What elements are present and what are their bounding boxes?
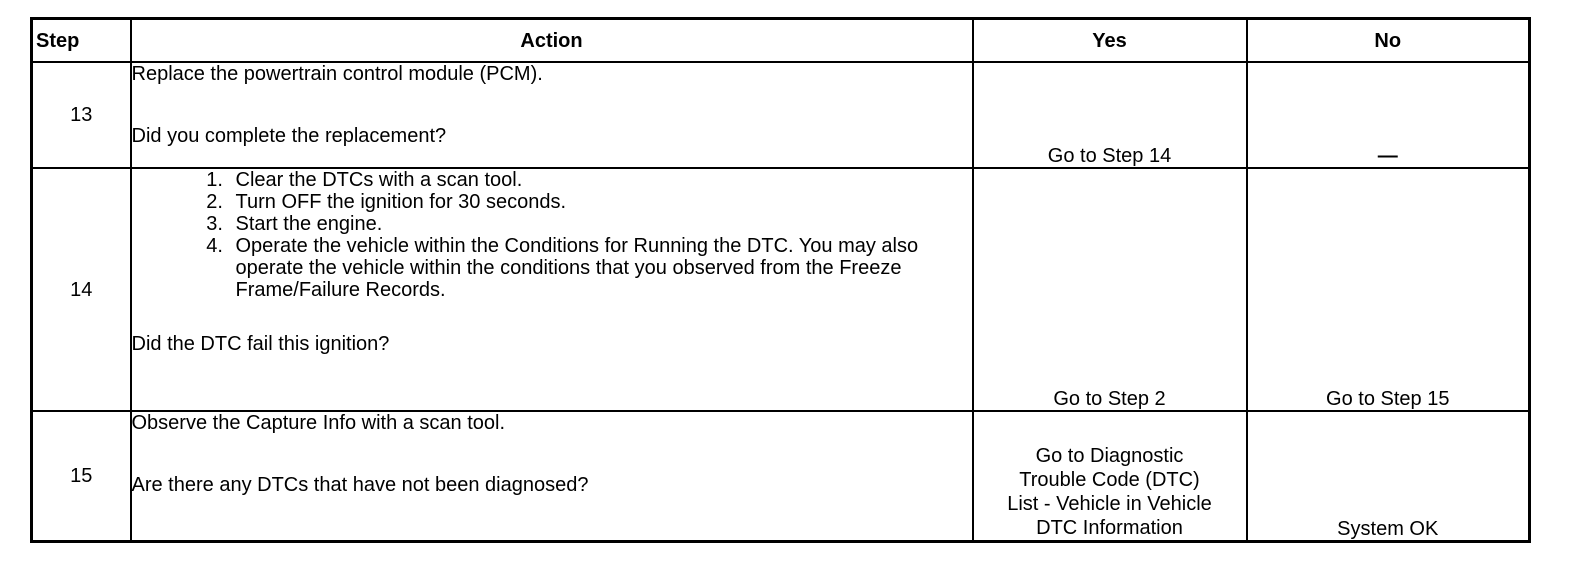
action-cell (131, 62, 973, 168)
yes-result: Go to Step 2 (973, 168, 1247, 411)
action-cell (131, 168, 973, 411)
yes-result-line: Go to Diagnostic (1035, 444, 1184, 467)
table-row (32, 168, 1530, 411)
question-text: Did you complete the replacement? (131, 125, 447, 147)
diagnostic-table (30, 17, 1531, 543)
procedure-step: 4. Operate the vehicle within the Conditions for Running the DTC. You may also operate the vehicle within the conditions that you observed from the Freeze Frame/Failure Records. (229, 235, 972, 301)
header-row (32, 19, 1530, 63)
procedure-list (132, 169, 972, 301)
step-number: 13 (32, 62, 131, 168)
action-cell (131, 411, 973, 541)
yes-result-line: DTC Information (1036, 516, 1183, 539)
procedure-step: 2. Turn OFF the ignition for 30 seconds. (229, 191, 972, 213)
procedure-step: 1. Clear the DTCs with a scan tool. (229, 169, 972, 191)
question-text: Did the DTC fail this ignition? (131, 333, 390, 355)
no-result: Go to Step 15 (1247, 168, 1530, 411)
header-yes: Yes (973, 19, 1247, 63)
yes-result (973, 411, 1247, 541)
header-action: Action (131, 19, 973, 63)
yes-result-line: List - Vehicle in Vehicle (1007, 492, 1212, 515)
instruction-text: Observe the Capture Info with a scan tool. (131, 412, 506, 434)
table-row (32, 411, 1530, 541)
procedure-step: 3. Start the engine. (229, 213, 972, 235)
table-row (32, 62, 1530, 168)
yes-result: Go to Step 14 (973, 62, 1247, 168)
step-number: 15 (32, 411, 131, 541)
step-number: 14 (32, 168, 131, 411)
no-result: System OK (1247, 411, 1530, 541)
yes-result-line: Trouble Code (DTC) (1019, 468, 1200, 491)
question-text: Are there any DTCs that have not been diagnosed? (131, 474, 589, 496)
header-step: Step (32, 19, 131, 63)
instruction-text: Replace the powertrain control module (PCM). (131, 63, 543, 85)
header-no: No (1247, 19, 1530, 63)
no-result: — (1247, 62, 1530, 168)
